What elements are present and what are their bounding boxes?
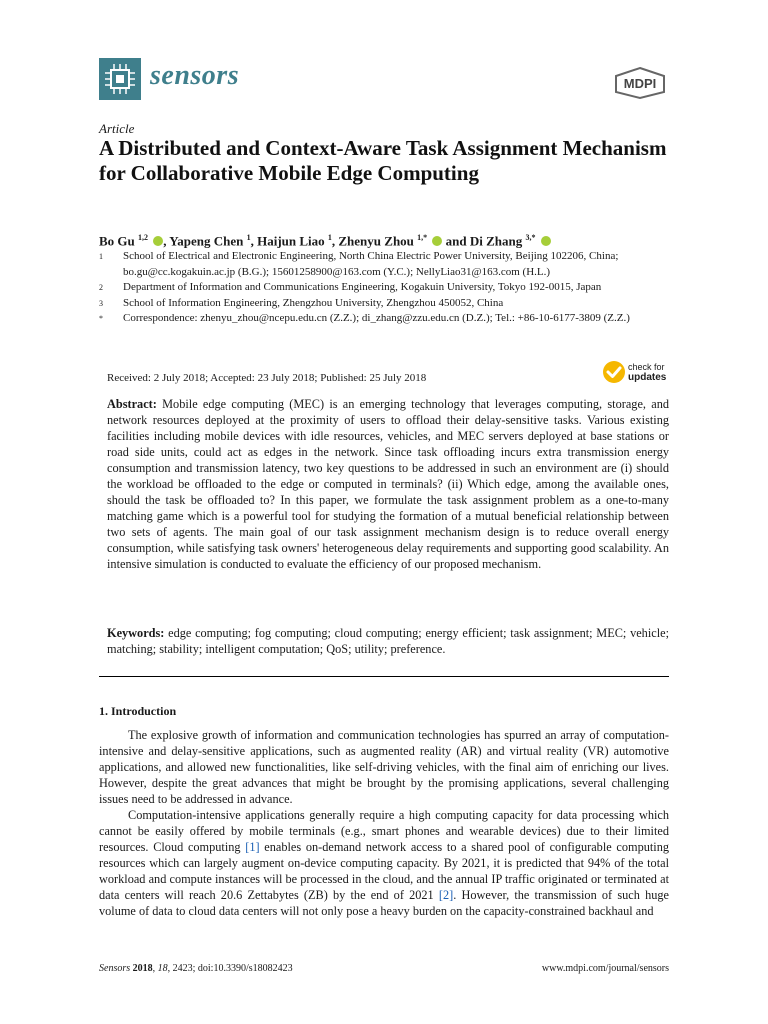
check-for-updates-icon[interactable]	[602, 360, 626, 389]
journal-name: sensors	[150, 60, 240, 91]
orcid-icon[interactable]	[432, 236, 442, 246]
citation-link[interactable]: [2]	[438, 888, 454, 902]
affiliation-number: 1	[99, 252, 103, 261]
paragraph: The explosive growth of information and communication technologies has spurred an array of computation-intensive and delay-sensitive applications, such as augmented reality (AR) and virtual reality (VR) automotive applications, and allowed new functionalities, like self-driving vehicles, with the final aim of enriching our lives. However, despite the great advances that might be brought by the promising applications, several challenging issues need to be addressed in advance.	[99, 728, 669, 806]
paragraph	[99, 807, 669, 919]
journal-logo-icon	[99, 58, 141, 100]
affiliation-item	[99, 296, 679, 312]
footer-year: 2018	[132, 963, 153, 974]
affiliation-item	[99, 249, 679, 280]
affiliation-item	[99, 311, 679, 327]
author-list: Bo Gu $^{1,2}$ , Yapeng Chen $^1$, Haijun Liao $^1$, Zhenyu Zhou $^{1,*}$ and Di Zhang $^{3,*}$	[99, 230, 679, 249]
section-heading: 1. Introduction	[99, 704, 177, 718]
orcid-icon[interactable]	[153, 236, 163, 246]
affiliation-number: 3	[99, 298, 103, 308]
keywords	[107, 625, 669, 657]
mdpi-logo-text: MDPI	[623, 76, 657, 91]
author-affiliation: 1,*	[417, 233, 428, 242]
mdpi-logo-icon	[612, 66, 668, 105]
section-divider	[99, 676, 669, 677]
author-name[interactable]: Di Zhang	[469, 233, 523, 249]
affiliation-text: School of Information Engineering, Zhengzhou University, Zhengzhou 450052, China	[123, 296, 504, 309]
affiliation-number: 2	[99, 283, 103, 292]
author-affiliation: 1	[327, 233, 332, 242]
author-affiliation: 1	[246, 233, 251, 242]
footer-volume: 18	[157, 963, 168, 974]
keywords-text: edge computing; fog computing; cloud computing; energy efficient; task assignment; MEC; vehicle; matching; stability; intelligent computation; QoS; utility; preference.	[107, 626, 669, 656]
check-for-updates-label[interactable]	[628, 362, 666, 383]
abstract-text: Mobile edge computing (MEC) is an emerging technology that leverages computing, storage, and network resources deployed at the proximity of users to offload their delay-sensitive tasks. Various existing facilities including mobile devices with idle resources, vehicles, and MEC servers deployed at base stations or road side units, could act as edges in the network. Since task offloading incurs extra transmission energy consumption and transmission latency, two key questions to be addressed in such an environment are (i) should the workload be offloaded to the edge or computed in terminals? (ii) Which edge, among the available ones, should the task be offloaded to? In this paper, we formulate the task assignment problem as a one-to-many matching game which is a powerful tool for studying the formation of a mutual beneficial relationship between two sets of agents. The main goal of our task assignment mechanism design is to reduce overall energy consumption, while satisfying task owners' heterogeneous delay requirements and supporting good scalability. An intensive simulation is conducted to evaluate the efficiency of our proposed mechanism.	[107, 397, 669, 571]
citation-link[interactable]: [1]	[245, 840, 260, 854]
author-conjunction: and	[445, 233, 467, 249]
affiliation-item	[99, 280, 679, 296]
author-name[interactable]: Zhenyu Zhou	[338, 233, 414, 249]
abstract-label: Abstract:	[107, 397, 157, 411]
footer-doi: , 2423; doi:10.3390/s18082423	[167, 963, 293, 974]
article-type: Article	[99, 121, 135, 136]
paragraph-text: . However, the transmission of such huge volume of data to cloud data centers will not only pose a heavy burden on the capacity-constrained backhaul and	[99, 888, 669, 918]
footer-journal: Sensors	[99, 963, 131, 974]
check-for-updates-line2: updates	[628, 372, 667, 383]
affiliation-text: Department of Information and Communications Engineering, Kogakuin University, Tokyo 192-0015, Japan	[123, 281, 602, 293]
article-title: A Distributed and Context-Aware Task Assignment Mechanism for Collaborative Mobile Edge Computing	[99, 136, 667, 185]
keywords-label: Keywords:	[107, 626, 165, 640]
footer-url[interactable]: www.mdpi.com/journal/sensors	[541, 963, 669, 974]
paragraph-text: enables on-demand network access to a shared pool of configurable computing resources which can largely augment on-device computing capacity. By 2021, it is predicted that 94% of the total workload and compute instances will be processed in the cloud, and the annual IP traffic originated or terminated at data centers will reach 20.6 Zettabytes (ZB) by the end of 2021	[99, 840, 669, 902]
footer-citation: Sensors 2018, 18, 2423; doi:10.3390/s18082423	[99, 963, 293, 974]
author-name[interactable]: Haijun Liao	[257, 233, 325, 249]
orcid-icon[interactable]	[541, 236, 551, 246]
publication-dates: Received: 2 July 2018; Accepted: 23 July 2018; Published: 25 July 2018	[107, 372, 427, 384]
check-for-updates-line1: check for	[628, 362, 665, 372]
affiliations	[99, 249, 679, 327]
correspondence-text: Correspondence: zhenyu_zhou@ncepu.edu.cn (Z.Z.); di_zhang@zzu.edu.cn (D.Z.); Tel.: +86-10-6177-3809 (Z.Z.)	[123, 312, 630, 324]
author-name[interactable]: Yapeng Chen	[169, 233, 244, 249]
introduction-body	[99, 727, 669, 919]
paragraph-text: Computation-intensive applications generally require a high computing capacity for data processing which cannot be easily offered by mobile terminals (e.g., smart phones and wearable devices) due to their limited resources. Cloud computing	[99, 808, 669, 854]
author-affiliation: 3,*	[525, 233, 536, 242]
author-name[interactable]: Bo Gu	[99, 233, 135, 249]
author-affiliation: 1,2	[138, 233, 149, 242]
abstract	[107, 396, 669, 572]
affiliation-text: School of Electrical and Electronic Engineering, North China Electric Power University, Beijing 102206, China; bo.gu@cc.kogakuin.ac.jp (B.G.); 15601258900@163.com (Y.C.); NellyLiao31@163.com (H.L.)	[123, 250, 619, 278]
affiliation-number: *	[99, 314, 103, 323]
